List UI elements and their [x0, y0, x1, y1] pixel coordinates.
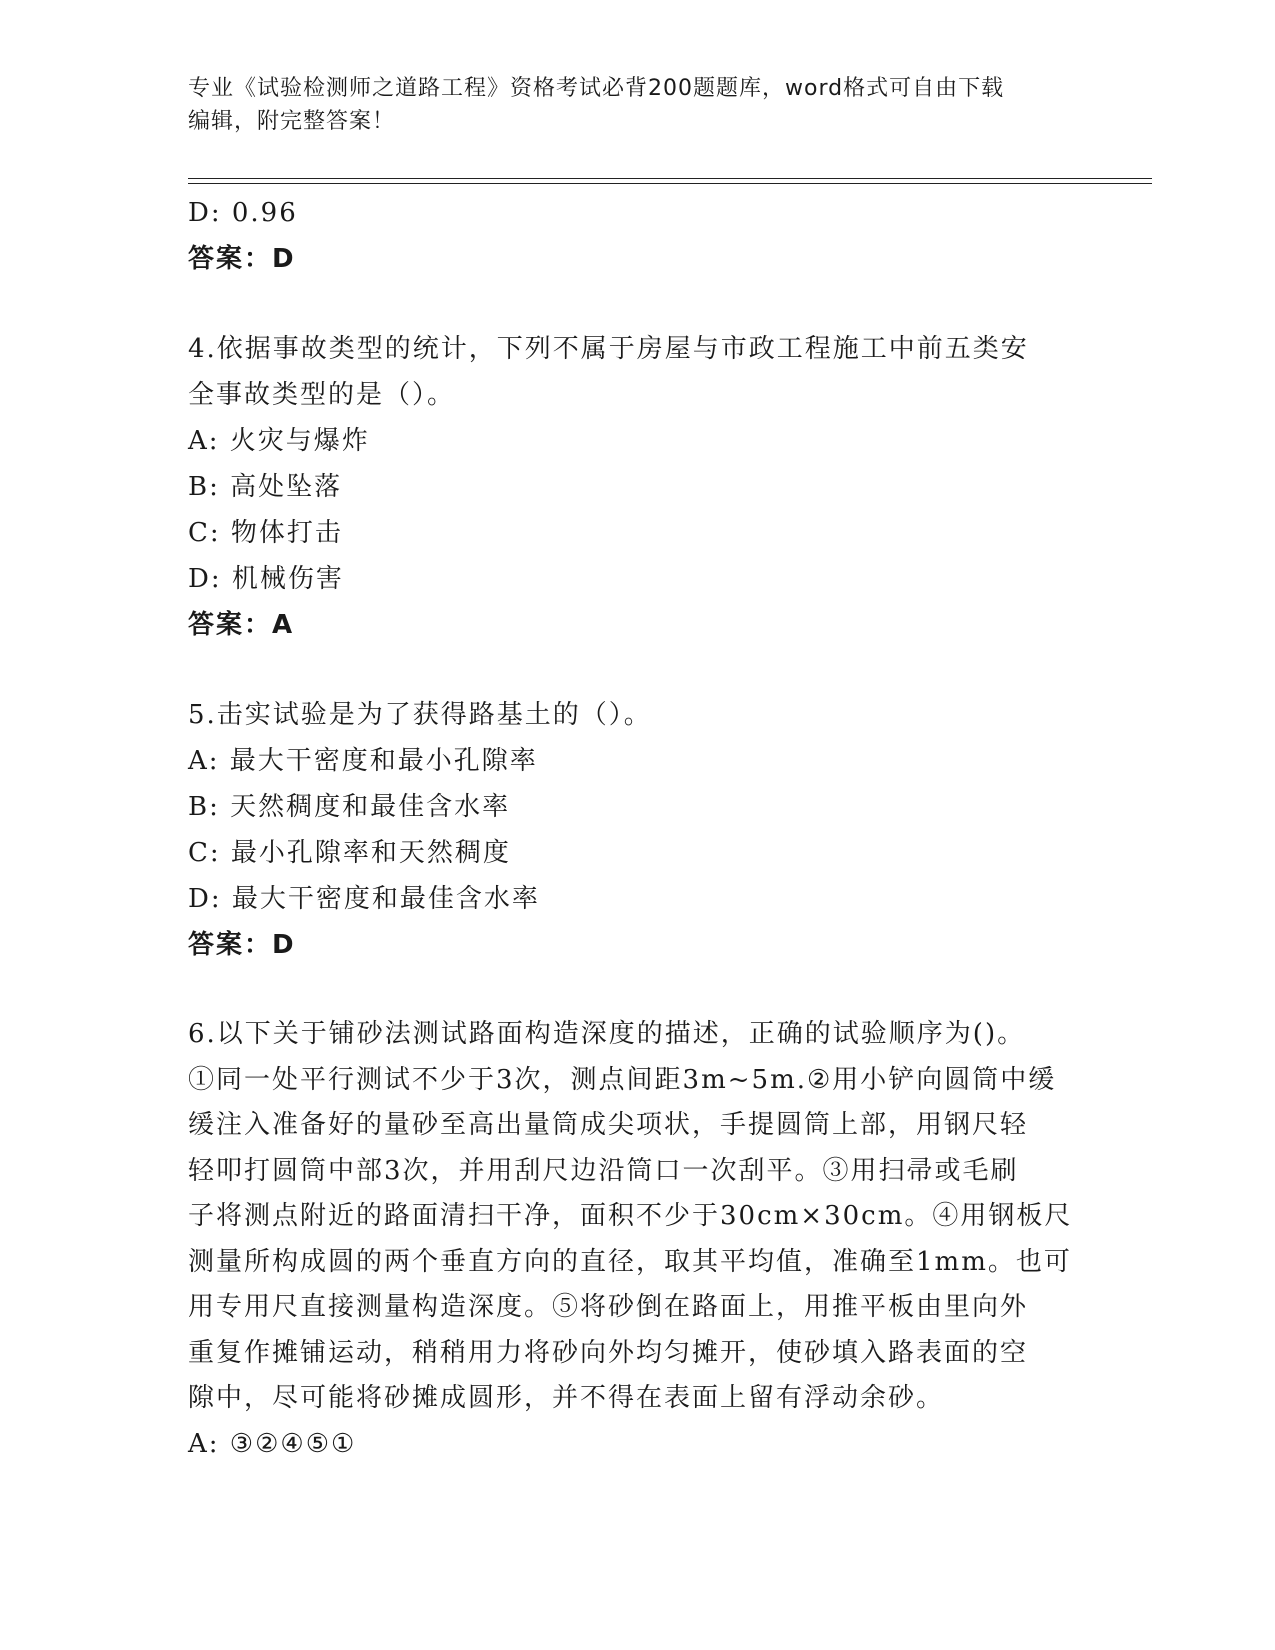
question-stem: 轻叩打圆筒中部3次，并用刮尺边沿筒口一次刮平。③用扫帚或毛刷: [188, 1155, 1019, 1186]
question-gap: [188, 282, 1088, 326]
question-stem: 6.以下关于铺砂法测试路面构造深度的描述，正确的试验顺序为()。: [188, 1019, 1026, 1049]
option-d: D: 机械伤害: [188, 564, 344, 594]
option-d: D: 最大干密度和最佳含水率: [188, 884, 540, 914]
header-divider-top: [188, 178, 1152, 179]
question-stem: 4.依据事故类型的统计，下列不属于房屋与市政工程施工中前五类安: [188, 334, 1029, 364]
answer-line: 答案：A: [188, 610, 295, 640]
option-b: B: 天然稠度和最佳含水率: [188, 792, 511, 822]
question-stem: 缓注入准备好的量砂至高出量筒成尖项状，手提圆筒上部，用钢尺轻: [188, 1110, 1029, 1140]
question-gap: [188, 968, 1088, 1012]
question-stem: 用专用尺直接测量构造深度。⑤将砂倒在路面上，用推平板由里向外: [188, 1292, 1029, 1322]
question-stem: ①同一处平行测试不少于3次，测点间距3m~5m.②用小铲向圆筒中缓: [188, 1064, 1057, 1095]
header-divider-bottom: [188, 183, 1152, 184]
option-c: C: 物体打击: [188, 518, 343, 548]
header-line-2: 编辑，附完整答案！: [188, 109, 396, 134]
option-a: A: ③②④⑤①: [188, 1428, 357, 1459]
question-stem: 子将测点附近的路面清扫干净，面积不少于30cm×30cm。④用钢板尺: [188, 1201, 1073, 1231]
option-a: A: 最大干密度和最小孔隙率: [188, 746, 538, 776]
option-b: B: 高处坠落: [188, 472, 343, 502]
option-c: C: 最小孔隙率和天然稠度: [188, 838, 511, 868]
question-stem: 隙中，尽可能将砂摊成圆形，并不得在表面上留有浮动余砂。: [188, 1383, 945, 1413]
question-stem: 重复作摊铺运动，稍稍用力将砂向外均匀摊开，使砂填入路表面的空: [188, 1337, 1029, 1368]
question-content: [188, 190, 1088, 1467]
header-line-1: 专业《试验检测师之道路工程》资格考试必背200题题库，word格式可自由下载: [188, 76, 1005, 101]
document-header: [188, 72, 1088, 138]
answer-line: 答案：D: [188, 930, 296, 960]
question-3-tail: [188, 190, 1088, 282]
question-stem: 测量所构成圆的两个垂直方向的直径，取其平均值，准确至1mm。也可: [188, 1246, 1072, 1277]
question-6: [188, 1012, 1088, 1467]
option-a: A: 火灾与爆炸: [188, 426, 370, 456]
option-d: D: 0.96: [188, 198, 298, 228]
answer-line: 答案：D: [188, 244, 296, 274]
question-4: [188, 326, 1088, 648]
question-5: [188, 692, 1088, 968]
question-stem: 全事故类型的是（）。: [188, 380, 456, 410]
question-stem: 5.击实试验是为了获得路基土的（）。: [188, 700, 652, 730]
question-gap: [188, 648, 1088, 692]
